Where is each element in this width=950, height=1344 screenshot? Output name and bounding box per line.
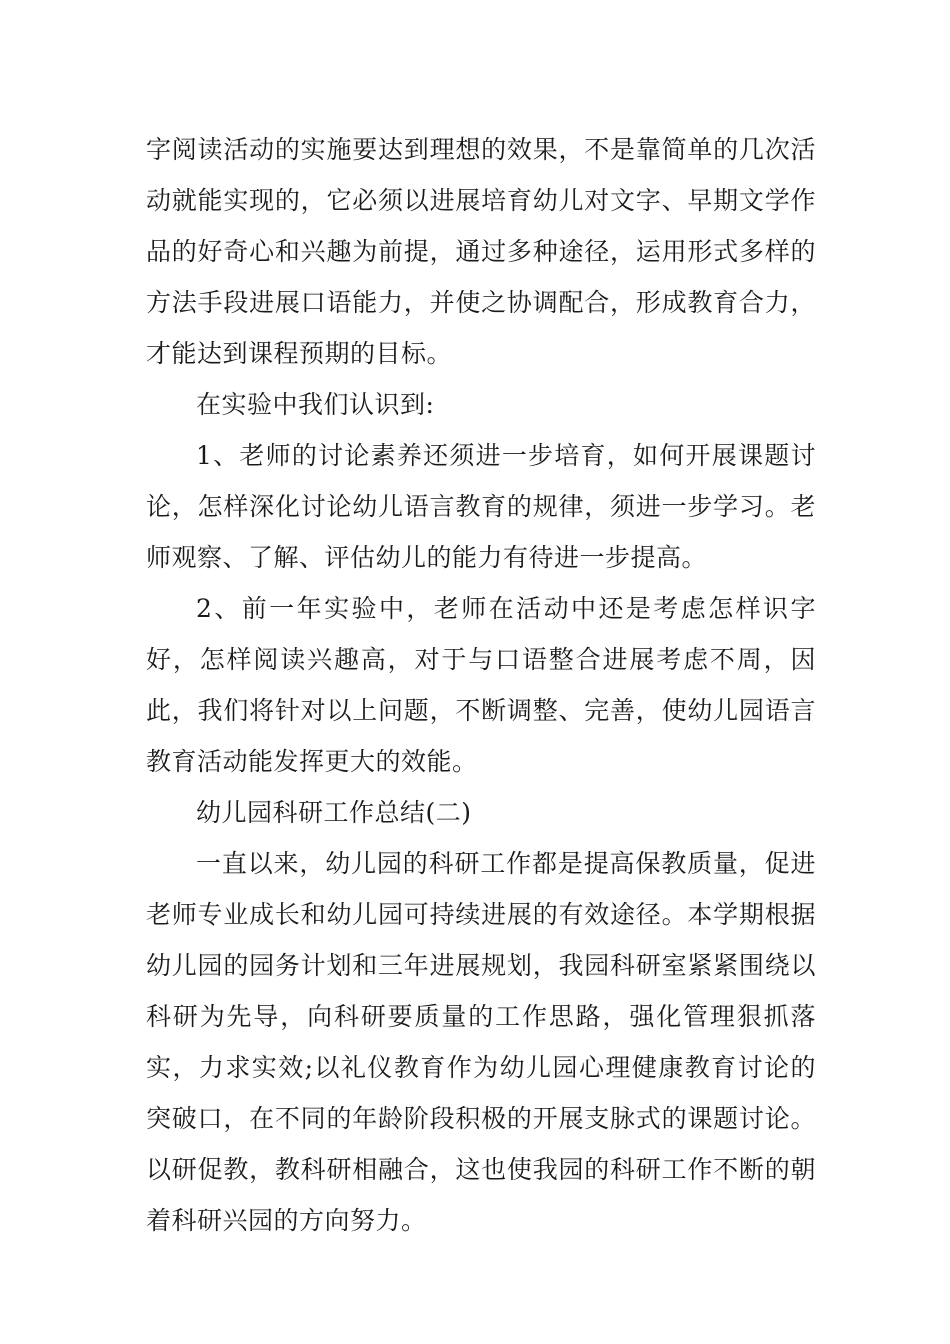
paragraph-point-1: 1、老师的讨论素养还须进一步培育，如何开展课题讨论，怎样深化讨论幼儿语言教育的规律，须进一步学习。老师观察、了解、评估幼儿的能力有待进一步提高。 bbox=[146, 441, 816, 572]
paragraph-point-2: 2、前一年实验中，老师在活动中还是考虑怎样识字好，怎样阅读兴趣高，对于与口语整合进展考虑不周，因此，我们将针对以上问题，不断调整、完善，使幼儿园语言教育活动能发挥更大的效能。 bbox=[146, 594, 816, 776]
paragraph-continued: 字阅读活动的实施要达到理想的效果，不是靠简单的几次活动就能实现的，它必须以进展培育幼儿对文字、早期文学作品的好奇心和兴趣为前提，通过多种途径，运用形式多样的方法手段进展口语能力，并使之协调配合，形成教育合力，才能达到课程预期的目标。 bbox=[146, 135, 816, 368]
paragraph-intro: 在实验中我们认识到: bbox=[196, 390, 435, 419]
section-heading: 幼儿园科研工作总结(二) bbox=[196, 798, 472, 827]
paragraph-section-body: 一直以来，幼儿园的科研工作都是提高保教质量，促进老师专业成长和幼儿园可持续进展的有效途径。本学期根据幼儿园的园务计划和三年进展规划，我园科研室紧紧围绕以科研为先导，向科研要质量的工作思路，强化管理狠抓落实，力求实效;以礼仪教育作为幼儿园心理健康教育讨论的突破口，在不同的年龄阶段积极的开展支脉式的课题讨论。以研促教，教科研相融合，这也使我园的科研工作不断的朝着科研兴园的方向努力。 bbox=[146, 849, 816, 1235]
document-body bbox=[146, 124, 816, 1246]
